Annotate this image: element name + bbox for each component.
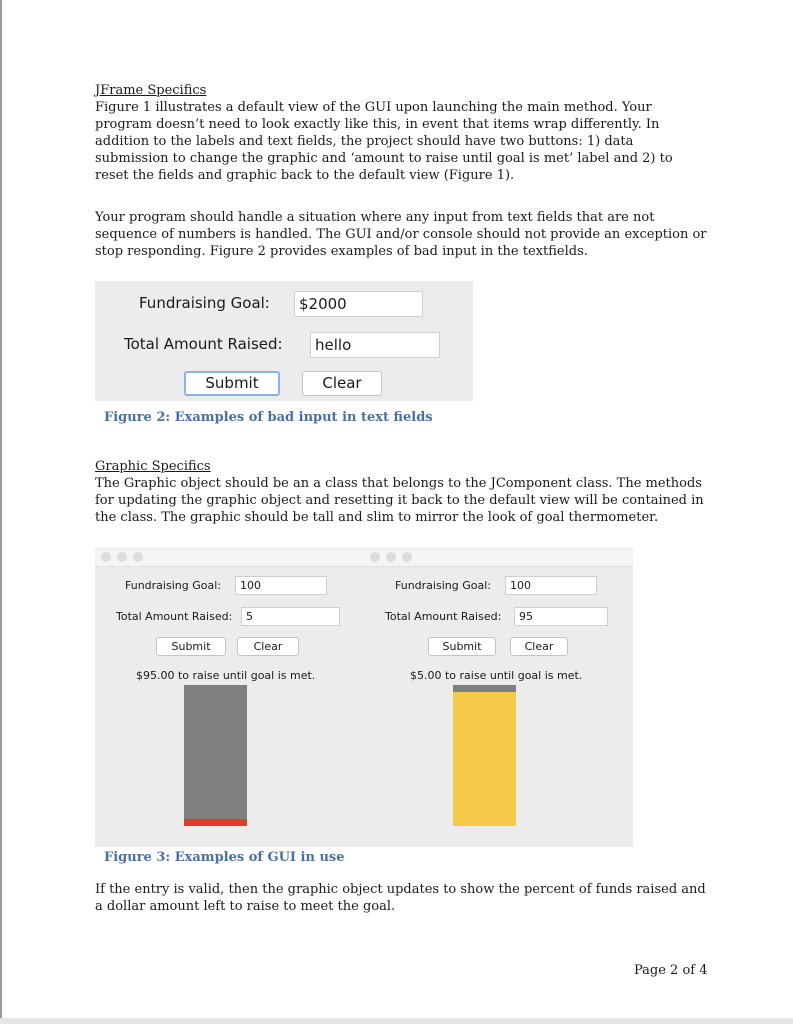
- fundraising-goal-label: Fundraising Goal:: [125, 579, 221, 592]
- total-raised-field[interactable]: 5: [241, 607, 340, 626]
- page-number: Page 2 of 4: [634, 963, 708, 978]
- status-label: $95.00 to raise until goal is met.: [136, 669, 316, 682]
- clear-button[interactable]: Clear: [510, 637, 568, 656]
- clear-button[interactable]: Clear: [302, 371, 382, 396]
- window-minimize-icon[interactable]: [117, 552, 127, 562]
- figure-2-caption: Figure 2: Examples of bad input in text fields: [104, 410, 433, 425]
- window-zoom-icon[interactable]: [402, 552, 412, 562]
- window-minimize-icon[interactable]: [386, 552, 396, 562]
- fundraising-goal-field[interactable]: 100: [235, 576, 327, 595]
- window-zoom-icon[interactable]: [133, 552, 143, 562]
- thermometer-graphic: [453, 685, 516, 826]
- total-raised-label: Total Amount Raised:: [124, 335, 283, 353]
- clear-button[interactable]: Clear: [237, 637, 299, 656]
- total-raised-label: Total Amount Raised:: [385, 610, 502, 623]
- fundraising-goal-field[interactable]: $2000: [294, 291, 423, 317]
- graphic-paragraph: The Graphic object should be an a class that belongs to the JComponent class. The methods for updating the graphic object and resetting it back to the default view will be contained in the class. The graphic should be tall and slim to mirror the look of goal thermometer.: [95, 476, 704, 525]
- graphic-heading: Graphic Specifics: [95, 459, 211, 474]
- submit-button[interactable]: Submit: [428, 637, 496, 656]
- status-label: $5.00 to raise until goal is met.: [410, 669, 583, 682]
- closing-paragraph: If the entry is valid, then the graphic object updates to show the percent of funds raised and a dollar amount left to raise to meet the goal.: [95, 882, 706, 914]
- figure-3-panel: [95, 547, 633, 847]
- figure-3-caption: Figure 3: Examples of GUI in use: [104, 850, 345, 865]
- window-close-icon[interactable]: [101, 552, 111, 562]
- fundraising-goal-label: Fundraising Goal:: [139, 294, 270, 312]
- total-raised-field[interactable]: hello: [310, 332, 440, 358]
- submit-button[interactable]: Submit: [184, 371, 280, 396]
- jframe-heading: JFrame Specifics: [95, 83, 207, 98]
- jframe-paragraph-2: Your program should handle a situation where any input from text fields that are not sequence of numbers is handled. The GUI and/or console should not provide an exception or stop responding. Figure 2 provides examples of bad input in the textfields.: [95, 210, 707, 259]
- fundraising-goal-field[interactable]: 100: [505, 576, 597, 595]
- jframe-paragraph-1: Figure 1 illustrates a default view of the GUI upon launching the main method. Your program doesn’t need to look exactly like this, in event that items wrap differently. In addition to the labels and text fields, the project should have two buttons: 1) data submission to change the graphic and ‘amount to raise until goal is met’ label and 2) to reset the fields and graphic back to the default view (Figure 1).: [95, 100, 673, 183]
- window-close-icon[interactable]: [370, 552, 380, 562]
- thermometer-fill: [184, 819, 247, 826]
- submit-button[interactable]: Submit: [156, 637, 226, 656]
- total-raised-field[interactable]: 95: [514, 607, 608, 626]
- thermometer-fill: [453, 692, 516, 826]
- page-edge: [0, 0, 2, 1024]
- page-footer-shade: [0, 1018, 793, 1024]
- fundraising-goal-label: Fundraising Goal:: [395, 579, 491, 592]
- window-title-bar: [95, 547, 633, 567]
- thermometer-graphic: [184, 685, 247, 826]
- figure-2-panel: [95, 281, 473, 401]
- total-raised-label: Total Amount Raised:: [116, 610, 233, 623]
